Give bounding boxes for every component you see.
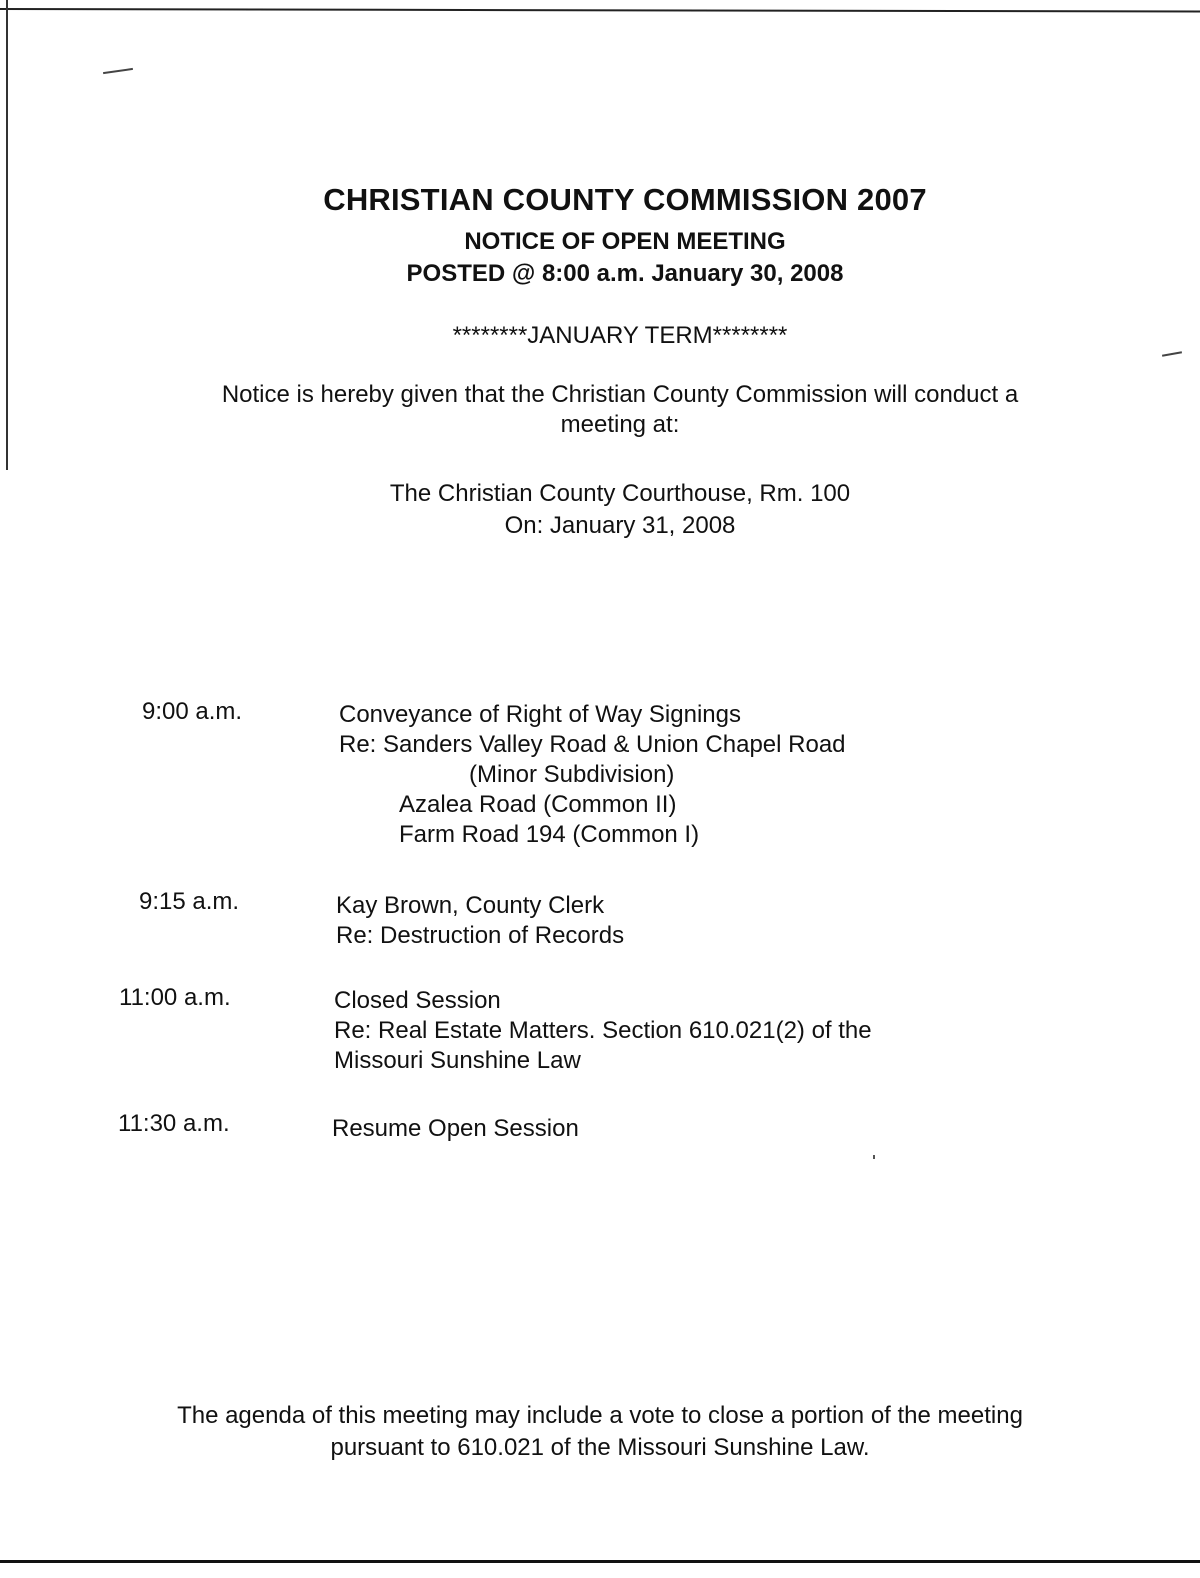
scan-mark xyxy=(103,68,133,74)
agenda-line: Farm Road 194 (Common I) xyxy=(399,821,700,848)
scan-dot xyxy=(873,1155,875,1159)
posted-date: POSTED @ 8:00 a.m. January 30, 2008 xyxy=(406,260,844,287)
agenda-time: 11:30 a.m. xyxy=(118,1110,230,1137)
location-place: The Christian County Courthouse, Rm. 100 xyxy=(389,480,851,507)
agenda-time: 11:00 a.m. xyxy=(119,984,231,1011)
agenda-line: Azalea Road (Common II) xyxy=(399,791,677,818)
scan-edge-bottom xyxy=(0,1560,1200,1563)
agenda-line: Re: Sanders Valley Road & Union Chapel Road xyxy=(339,731,846,758)
footer-notice xyxy=(100,1400,1100,1464)
document-title: CHRISTIAN COUNTY COMMISSION 2007 xyxy=(323,182,927,217)
meeting-location xyxy=(20,478,1200,542)
agenda-line: Re: Destruction of Records xyxy=(336,922,625,949)
agenda-line: Re: Real Estate Matters. Section 610.021(2) of the xyxy=(334,1017,872,1044)
agenda-line: Resume Open Session xyxy=(332,1115,579,1142)
scan-edge-left xyxy=(6,0,8,470)
agenda-line: (Minor Subdivision) xyxy=(469,761,675,788)
agenda-line: Missouri Sunshine Law xyxy=(334,1047,581,1074)
scan-mark xyxy=(1162,351,1182,356)
agenda-line: Kay Brown, County Clerk xyxy=(336,892,605,919)
agenda-item xyxy=(334,986,872,1076)
agenda-line: Closed Session xyxy=(334,987,501,1014)
agenda-item xyxy=(339,700,846,850)
notice-line: Notice is hereby given that the Christian County Commission will conduct a xyxy=(221,381,1019,408)
agenda-time: 9:00 a.m. xyxy=(142,698,243,725)
term-heading: ********JANUARY TERM******** xyxy=(452,322,788,349)
footer-line: pursuant to 610.021 of the Missouri Sunshine Law. xyxy=(330,1434,870,1461)
agenda-item xyxy=(336,891,624,951)
agenda-line: Conveyance of Right of Way Signings xyxy=(339,701,741,728)
notice-paragraph xyxy=(140,380,1100,440)
location-date: On: January 31, 2008 xyxy=(504,512,736,539)
agenda-item xyxy=(332,1114,579,1144)
scan-edge-top xyxy=(0,8,1200,13)
notice-line: meeting at: xyxy=(560,411,680,438)
document-subtitle: NOTICE OF OPEN MEETING xyxy=(464,228,786,255)
agenda-time: 9:15 a.m. xyxy=(139,888,240,915)
footer-line: The agenda of this meeting may include a vote to close a portion of the meeting xyxy=(177,1402,1023,1429)
